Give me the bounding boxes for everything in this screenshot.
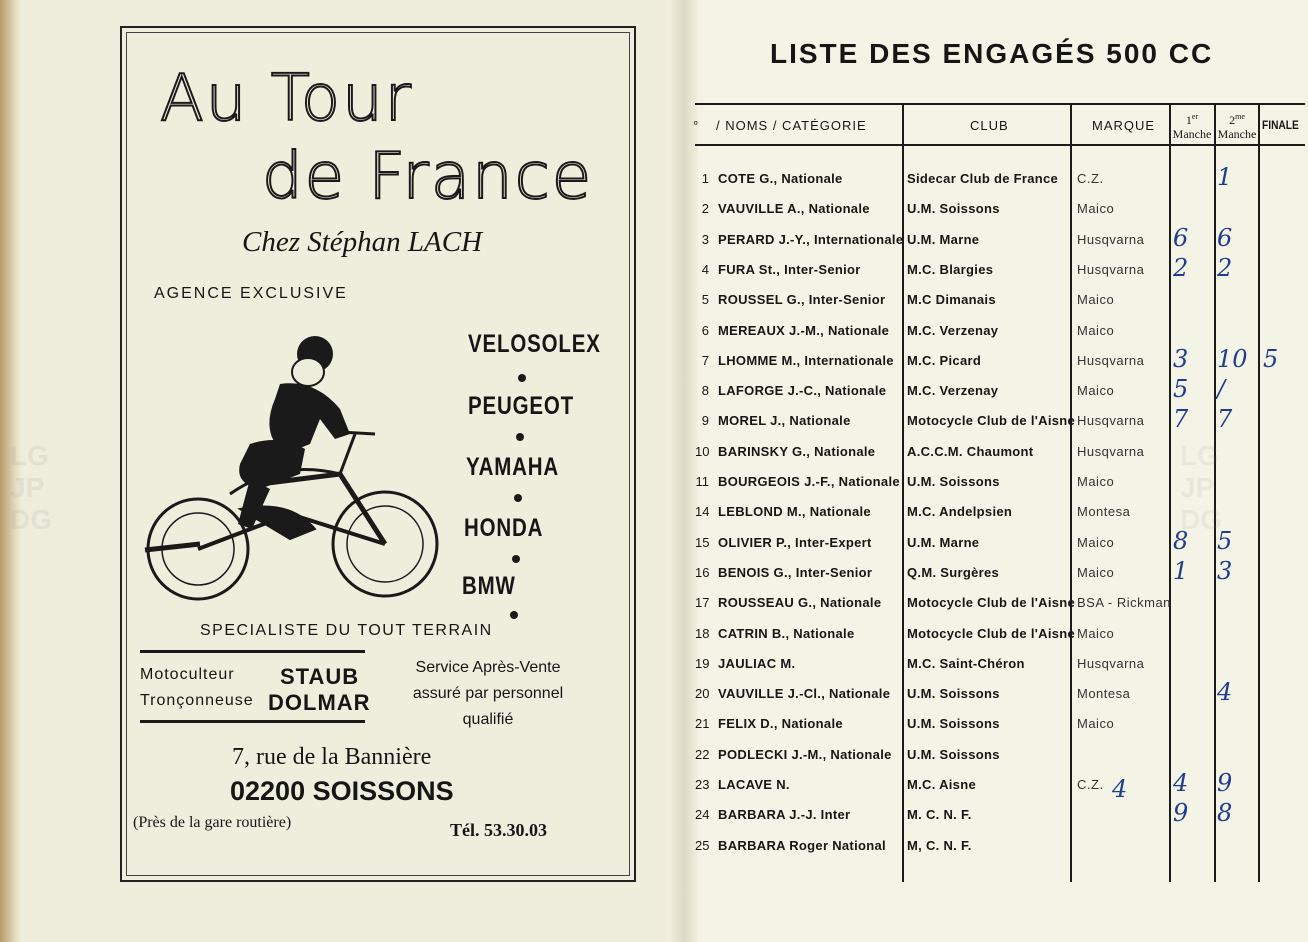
ad-subtitle: Chez Stéphan LACH	[242, 226, 483, 258]
entry-number: 7	[701, 352, 709, 368]
entry-name: BARBARA Roger National	[718, 837, 886, 853]
table-row	[695, 769, 1305, 807]
address-city: 02200 SOISSONS	[230, 776, 454, 806]
entry-club: U.M. Soissons	[907, 716, 1000, 732]
entry-marque: Maico	[1077, 534, 1115, 550]
table-row	[695, 253, 1305, 292]
table-row	[695, 405, 1305, 443]
entry-name: BARINSKY G., Nationale	[718, 443, 876, 459]
entry-club: U.M. Soissons	[907, 201, 1000, 217]
result-manche-2: 10	[1217, 344, 1248, 373]
result-manche-1: 9	[1173, 799, 1189, 828]
entry-number: 16	[695, 564, 710, 580]
result-manche-2: 2	[1217, 253, 1233, 282]
table-row	[695, 163, 1305, 201]
entry-name: VAUVILLE A., Nationale	[718, 201, 870, 217]
entry-name: LEBLOND M., Nationale	[718, 504, 871, 520]
entry-marque: Husqvarna	[1077, 443, 1145, 459]
service-line: qualifié	[462, 711, 514, 728]
entry-marque: Husqvarna	[1077, 261, 1145, 277]
header-names: / NOMS / CATÉGORIE	[716, 118, 867, 133]
entry-club: M, C. N. F.	[907, 837, 972, 853]
entry-club: M. C. N. F.	[907, 807, 972, 823]
entry-club: M.C. Blargies	[907, 261, 994, 277]
entry-club: Q.M. Surgères	[907, 564, 1000, 580]
entry-name: PODLECKI J.-M., Nationale	[718, 746, 892, 762]
entry-name: LHOMME M., Internationale	[718, 352, 894, 368]
entry-marque: C.Z.	[1077, 171, 1104, 186]
bullet	[516, 433, 524, 441]
table-row	[695, 223, 1305, 262]
brand-velosolex: VELOSOLEX	[468, 330, 601, 358]
entry-number: 4	[701, 261, 709, 277]
result-manche-2: /	[1217, 375, 1226, 404]
result-manche-1: 8	[1173, 526, 1189, 555]
ad-agence: AGENCE EXCLUSIVE	[154, 285, 348, 302]
header-finale: FINALE	[1262, 118, 1299, 132]
entry-club: U.M. Soissons	[907, 746, 1000, 762]
entry-name: JAULIAC M.	[718, 655, 796, 671]
entry-name: OLIVIER P., Inter-Expert	[718, 534, 872, 550]
bullet	[518, 374, 526, 382]
motorcycle-rider-illustration	[140, 324, 450, 614]
entry-marque: Maico	[1077, 564, 1115, 580]
entry-club: U.M. Soissons	[907, 474, 1000, 489]
address-street: 7, rue de la Bannière	[232, 744, 432, 770]
result-finale: 5	[1263, 344, 1279, 373]
entry-number: 23	[695, 777, 710, 792]
list-title: LISTE DES ENGAGÉS 500 CC	[770, 38, 1214, 69]
entry-marque: C.Z.	[1077, 777, 1104, 792]
handwritten-marque-note: 4	[1112, 775, 1128, 803]
bullet	[514, 494, 522, 502]
entry-name: ROUSSEAU G., Nationale	[718, 595, 882, 611]
entry-number: 18	[695, 625, 710, 641]
entry-number: 21	[695, 716, 710, 732]
result-manche-1: 4	[1173, 769, 1189, 797]
table-row	[695, 716, 1305, 746]
table-row	[695, 556, 1305, 595]
entry-marque: Maico	[1077, 625, 1115, 641]
entry-marque: BSA - Rickman	[1077, 595, 1171, 611]
divider	[140, 720, 365, 723]
entry-number: 1	[701, 171, 709, 186]
entry-club: Motocycle Club de l'Aisne	[907, 413, 1076, 429]
table-row	[695, 323, 1305, 353]
entry-name: FELIX D., Nationale	[718, 716, 843, 732]
brand-peugeot: PEUGEOT	[468, 392, 574, 420]
entry-club: Motocycle Club de l'Aisne	[907, 625, 1076, 641]
entry-club: M.C. Andelpsien	[907, 504, 1013, 520]
brand-bmw: BMW	[462, 572, 516, 600]
entry-name: ROUSSEL G., Inter-Senior	[718, 292, 886, 308]
entry-number: 10	[695, 443, 710, 459]
entry-marque: Maico	[1077, 322, 1115, 338]
entry-number: 24	[695, 807, 710, 823]
entry-club: Sidecar Club de France	[907, 171, 1059, 186]
entry-name: PERARD J.-Y., Internationale	[718, 231, 904, 247]
entry-marque: Maico	[1077, 383, 1115, 399]
header-marque: MARQUE	[1092, 118, 1156, 133]
entry-club: A.C.C.M. Chaumont	[907, 443, 1034, 459]
header-manche-1: 1er Manche	[1172, 112, 1212, 141]
result-manche-2: 1	[1217, 163, 1233, 191]
table-row	[695, 526, 1305, 565]
entry-number: 25	[695, 837, 710, 853]
entry-number: 3	[701, 231, 709, 247]
entry-name: COTE G., Nationale	[718, 171, 843, 186]
entry-marque: Maico	[1077, 201, 1115, 217]
result-manche-2: 7	[1217, 405, 1233, 434]
ad-title-line1: Au Tour	[160, 62, 413, 136]
table-row	[695, 344, 1305, 383]
table-row	[695, 838, 1305, 868]
header-manche-2: $2^{me}$ Manche	[1217, 112, 1257, 141]
entry-club: U.M. Marne	[907, 231, 980, 247]
entry-marque: Maico	[1077, 474, 1115, 489]
ad-specialist: SPECIALISTE DU TOUT TERRAIN	[200, 622, 493, 639]
entry-club: U.M. Marne	[907, 534, 980, 550]
result-manche-2: 6	[1217, 223, 1233, 252]
motoculteur-brand: STAUB	[280, 664, 360, 689]
tronconneuse-brand: DOLMAR	[268, 690, 371, 715]
entry-name: LAFORGE J.-C., Nationale	[718, 383, 887, 399]
brand-honda: HONDA	[464, 514, 544, 542]
motoculteur-label: Motoculteur	[140, 666, 235, 683]
ad-title-line2: de France	[262, 140, 594, 214]
entry-club: M.C. Verzenay	[907, 383, 999, 399]
book-spine	[668, 0, 698, 942]
entry-number: 2	[701, 201, 709, 217]
entry-marque: Husqvarna	[1077, 231, 1145, 247]
entry-number: 8	[701, 383, 709, 399]
entry-club: M.C. Saint-Chéron	[907, 655, 1025, 671]
watermark: LG JP DG	[1180, 440, 1222, 535]
entry-number: 19	[695, 655, 710, 671]
entry-number: 20	[695, 686, 710, 702]
divider	[140, 650, 365, 653]
result-manche-2: 5	[1217, 526, 1233, 555]
table-row	[695, 656, 1305, 686]
table-row	[695, 292, 1305, 322]
table-row	[695, 595, 1305, 625]
result-manche-1: 7	[1173, 405, 1189, 434]
entry-name: MOREL J., Nationale	[718, 413, 851, 429]
bullet	[510, 611, 518, 619]
entry-marque: Husqvarna	[1077, 413, 1145, 429]
service-line: assuré par personnel	[412, 685, 564, 702]
result-manche-2: 9	[1217, 769, 1233, 797]
entry-marque: Maico	[1077, 292, 1115, 308]
table-row	[695, 375, 1305, 413]
entry-club: M.C. Aisne	[907, 777, 976, 792]
entry-marque: Husqvarna	[1077, 352, 1145, 368]
entry-name: CATRIN B., Nationale	[718, 625, 855, 641]
table-row	[695, 626, 1305, 656]
entry-number: 5	[701, 292, 709, 308]
table-row	[695, 799, 1305, 837]
entry-number: 14	[695, 504, 710, 520]
phone-number: Tél. 53.30.03	[450, 820, 547, 840]
table-row	[695, 747, 1305, 777]
brand-yamaha: YAMAHA	[466, 453, 560, 481]
entry-number: 15	[695, 534, 710, 550]
result-manche-1: 2	[1173, 253, 1189, 282]
entry-club: M.C Dimanais	[907, 292, 996, 308]
entry-marque: Husqvarna	[1077, 655, 1145, 671]
table-row	[695, 678, 1305, 716]
entry-marque: Maico	[1077, 716, 1115, 732]
entry-number: 6	[701, 322, 709, 338]
entry-name: BOURGEOIS J.-F., Nationale	[718, 474, 900, 489]
entry-marque: Montesa	[1077, 504, 1131, 520]
entry-club: M.C. Picard	[907, 352, 982, 368]
entry-name: BENOIS G., Inter-Senior	[718, 564, 873, 580]
ad-service	[398, 655, 578, 733]
result-manche-1: 5	[1173, 375, 1189, 404]
service-line: Service Après-Vente	[415, 659, 561, 676]
header-number: °	[693, 118, 700, 133]
entry-name: MEREAUX J.-M., Nationale	[718, 322, 890, 338]
entry-number: 17	[695, 595, 710, 611]
result-manche-1: 3	[1173, 344, 1189, 373]
entry-club: M.C. Verzenay	[907, 322, 999, 338]
entry-number: 11	[695, 474, 709, 489]
header-club: CLUB	[970, 118, 1009, 133]
result-manche-1: 1	[1173, 556, 1189, 585]
entry-name: VAUVILLE J.-Cl., Nationale	[718, 686, 891, 702]
result-manche-2: 3	[1217, 556, 1233, 585]
result-manche-2: 4	[1217, 678, 1233, 707]
entry-number: 22	[695, 746, 710, 762]
bullet	[512, 555, 520, 563]
table-row	[695, 201, 1305, 231]
entry-name: BARBARA J.-J. Inter	[718, 807, 851, 823]
result-manche-1: 6	[1173, 223, 1189, 252]
tronconneuse-label: Tronçonneuse	[140, 692, 254, 709]
entry-number: 9	[701, 413, 709, 429]
address-note: (Près de la gare routière)	[133, 814, 292, 831]
entry-club: Motocycle Club de l'Aisne	[907, 595, 1076, 611]
entry-club: U.M. Soissons	[907, 686, 1000, 702]
entry-marque: Montesa	[1077, 686, 1131, 702]
entry-name: FURA St., Inter-Senior	[718, 261, 861, 277]
result-manche-2: 8	[1217, 799, 1233, 828]
entry-name: LACAVE N.	[718, 777, 790, 792]
watermark: LG JP DG	[10, 440, 52, 535]
